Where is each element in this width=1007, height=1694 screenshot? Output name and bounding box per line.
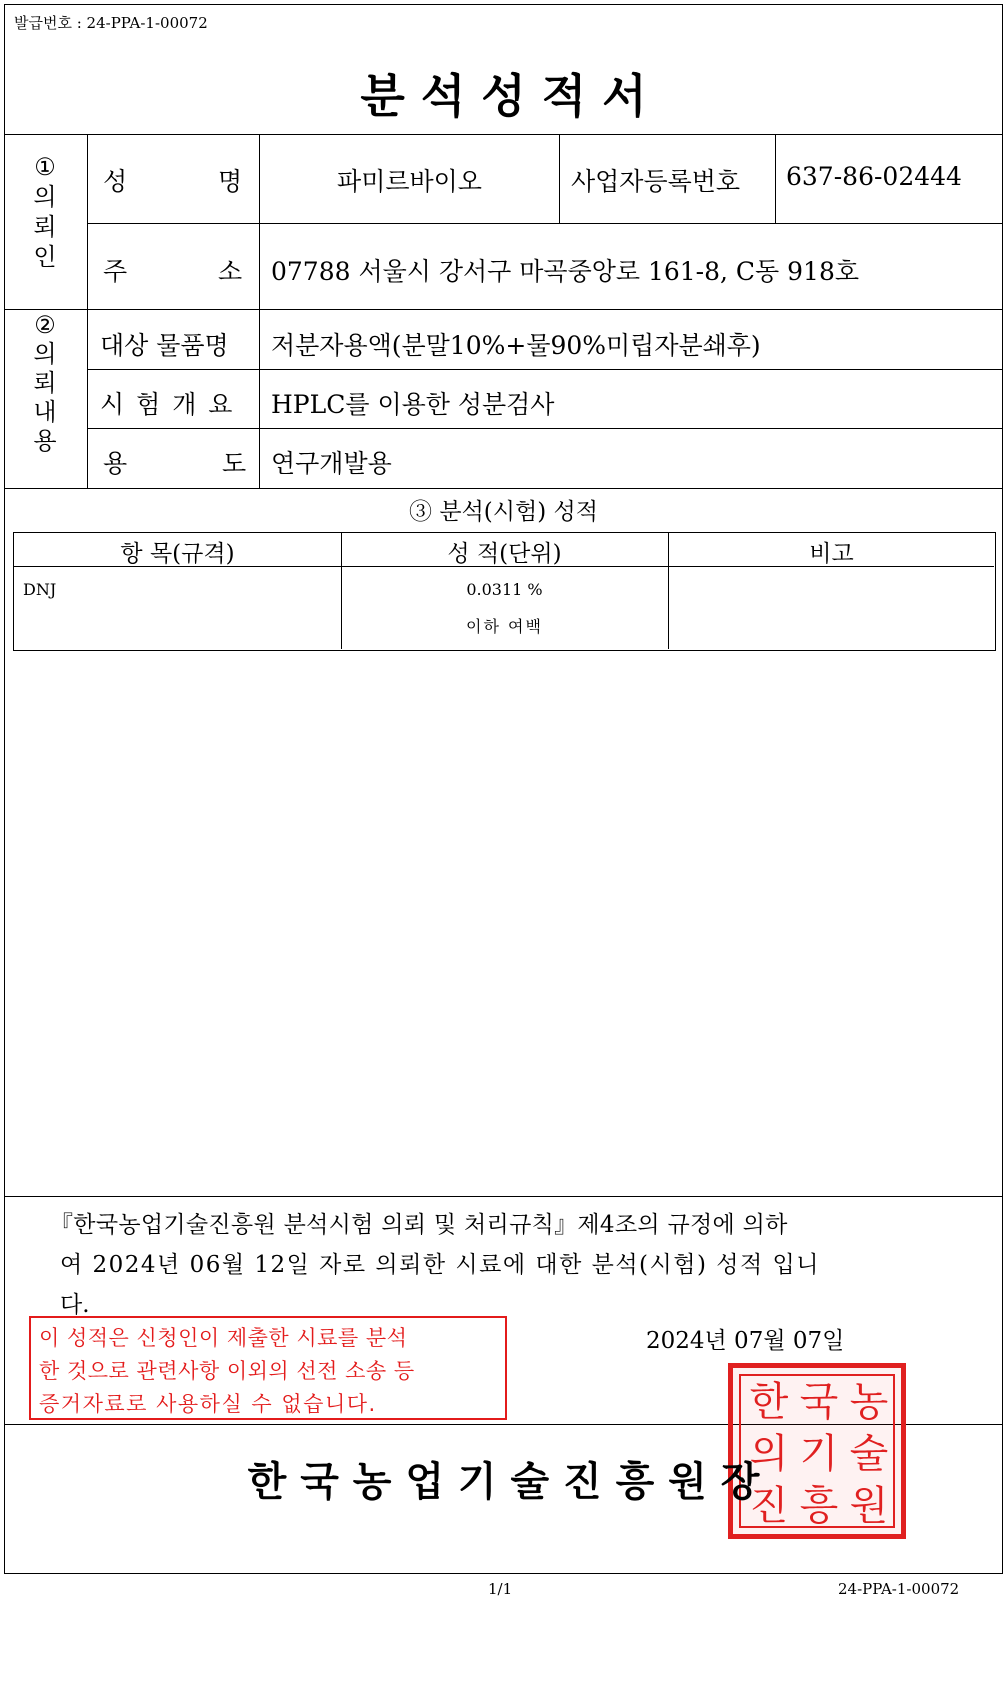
item-label: 대상 물품명 (100, 331, 229, 360)
col-header-result: 성 적(단위) (447, 541, 562, 567)
seal-column: 한 의 진 (749, 1379, 789, 1529)
client-section-label (28, 152, 62, 272)
request-section-label (28, 311, 62, 456)
statement-line-1: 『한국농업기술진흥원 분석시험 의뢰 및 처리규칙』제4조의 규정에 의하 (50, 1212, 788, 1238)
divider (4, 309, 1003, 310)
label-char: 내 (33, 398, 57, 426)
statement-line-2: 여 2024년 06월 12일 자로 의뢰한 시료에 대한 분석(시험) 성적 입니 (60, 1252, 820, 1278)
divider (87, 134, 88, 488)
divider (88, 428, 1003, 429)
seal-column: 국 기 흥 (799, 1379, 839, 1529)
label-char: 의 (33, 183, 57, 211)
client-name: 파미르바이오 (337, 167, 482, 196)
usage-label-b: 도 (222, 449, 247, 478)
biz-no-label: 사업자등록번호 (571, 167, 741, 196)
divider (775, 134, 776, 223)
footer-doc-number: 24-PPA-1-00072 (838, 1580, 960, 1598)
summary-label: 시 험 개 요 (100, 390, 235, 419)
notice-line-3: 증거자료로 사용하실 수 없습니다. (39, 1392, 377, 1416)
name-label-a: 성 (103, 167, 128, 196)
address-label-a: 주 (103, 257, 128, 286)
page-title: 분 석 성 적 서 (360, 69, 647, 123)
biz-no-value: 637-86-02444 (786, 162, 962, 191)
notice-line-1: 이 성적은 신청인이 제출한 시료를 분석 (39, 1326, 408, 1350)
label-char: 용 (33, 427, 57, 455)
label-char: 뢰 (33, 369, 57, 397)
results-table (13, 532, 996, 651)
divider (88, 369, 1003, 370)
label-char: ② (34, 311, 56, 339)
usage-label-a: 용 (103, 449, 128, 478)
name-label-b: 명 (218, 167, 243, 196)
row-item: DNJ (23, 580, 57, 599)
divider (4, 488, 1003, 489)
issue-number: 발급번호 : 24-PPA-1-00072 (14, 14, 208, 32)
col-header-item: 항 목(규격) (120, 541, 235, 567)
label-char: 의 (33, 340, 57, 368)
issue-date: 2024년 07월 07일 (646, 1328, 845, 1354)
summary-value: HPLC를 이용한 성분검사 (271, 390, 555, 419)
address-value: 07788 서울시 강서구 마곡중앙로 161-8, C동 918호 (271, 257, 860, 286)
divider (88, 223, 1003, 224)
seal-column: 농 술 원 (849, 1379, 889, 1529)
divider (4, 134, 1003, 135)
blank-note: 이하 여백 (466, 617, 543, 636)
usage-value: 연구개발용 (271, 449, 392, 478)
statement-line-3: 다. (60, 1292, 90, 1318)
item-value: 저분자용액(분말10%+물90%미립자분쇄후) (271, 331, 761, 360)
row-result: 0.0311 % (466, 580, 543, 599)
label-char: 뢰 (33, 213, 57, 241)
label-char: 인 (33, 243, 57, 271)
page-number: 1/1 (488, 1580, 513, 1598)
divider (559, 134, 560, 223)
results-section-title: ③ 분석(시험) 성적 (409, 499, 598, 525)
organization-name: 한 국 농 업 기 술 진 흥 원 장 (247, 1458, 760, 1505)
notice-line-2: 한 것으로 관련사항 이외의 선전 소송 등 (39, 1359, 415, 1383)
usage-notice (29, 1316, 507, 1420)
col-header-remark: 비고 (809, 541, 854, 567)
address-label-b: 소 (218, 257, 243, 286)
divider (4, 1196, 1003, 1197)
label-char: ① (34, 153, 56, 181)
